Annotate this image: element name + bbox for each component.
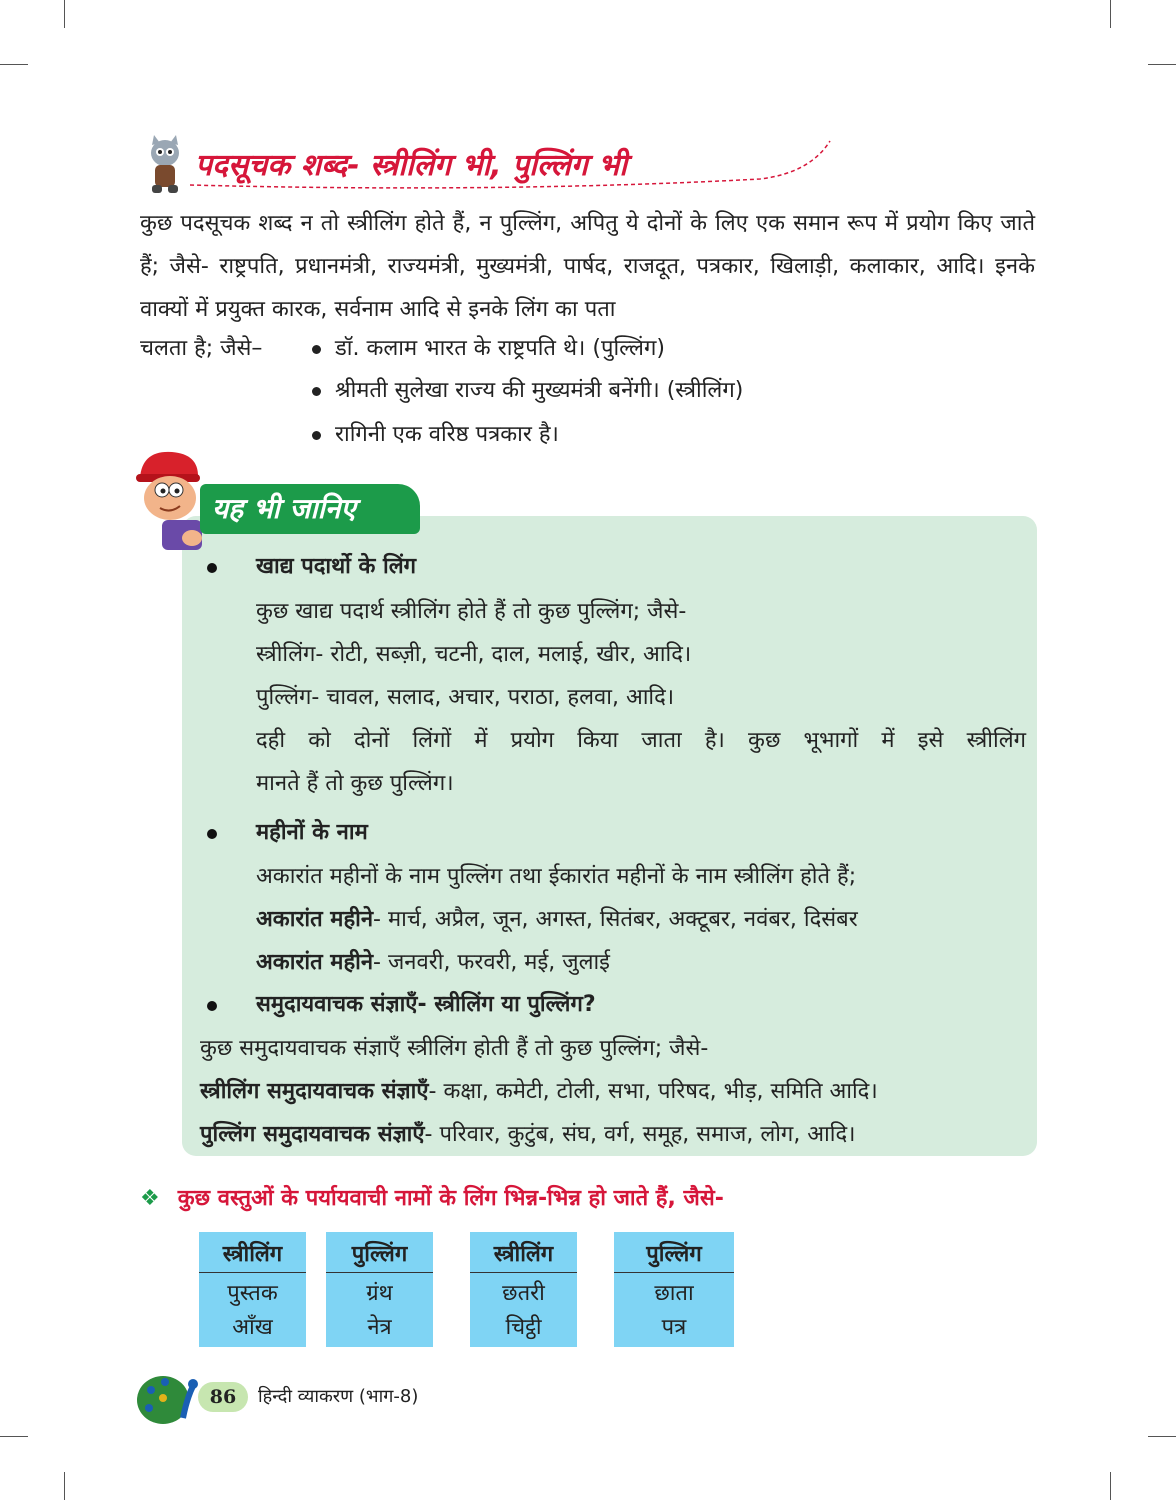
synonym-note: ❖ कुछ वस्तुओं के पर्यायवाची नामों के लिंग भिन्न-भिन्न हो जाते हैं, जैसे-	[140, 1186, 724, 1211]
food-line: पुल्लिंग- चावल, सलाद, अचार, पराठा, हलवा, आदि।	[256, 685, 675, 710]
crop-mark	[0, 1436, 28, 1437]
paragraph-last-line: चलता है; जैसे–	[140, 336, 263, 361]
crop-mark	[64, 1472, 65, 1500]
table-cell: पत्र	[661, 1315, 687, 1340]
cartoon-boy-icon	[132, 448, 207, 553]
table-cell: ग्रंथ	[366, 1281, 393, 1306]
example-item: डॉ. कलाम भारत के राष्ट्रपति थे। (पुल्लिंग)	[312, 332, 665, 362]
bullet-icon	[312, 431, 321, 440]
gender-table-column	[470, 1232, 577, 1347]
table-cell: पुस्तक	[227, 1281, 278, 1306]
months-line: अकारांत महीने- जनवरी, फरवरी, मई, जुलाई	[256, 950, 610, 975]
example-item: श्रीमती सुलेखा राज्य की मुख्यमंत्री बनेंगी। (स्त्रीलिंग)	[312, 374, 743, 404]
collective-intro: कुछ समुदायवाचक संज्ञाएँ स्त्रीलिंग होती हैं तो कुछ पुल्लिंग; जैसे-	[200, 1036, 709, 1061]
dashed-underline	[140, 135, 840, 195]
intro-paragraph: कुछ पदसूचक शब्द न तो स्त्रीलिंग होते हैं, न पुल्लिंग, अपितु ये दोनों के लिए एक समान रूप में प्रयोग किए जाते हैं; जैसे- राष्ट्रपति, प्रधानमंत्री, राज्यमंत्री, मुख्यमंत्री, पार्षद, राजदूत, पत्रकार, खिलाड़ी, कलाकार, आदि। इनके वाक्यों में प्रयुक्त कारक, सर्वनाम आदि से इनके लिंग का पता	[140, 211, 1035, 322]
table-cell: छतरी	[502, 1281, 545, 1306]
food-line: मानते हैं तो कुछ पुल्लिंग।	[256, 771, 454, 796]
months-intro: अकारांत महीनों के नाम पुल्लिंग तथा ईकारांत महीनों के नाम स्त्रीलिंग होते हैं;	[256, 864, 857, 889]
bullet-icon	[207, 1001, 217, 1011]
food-title: खाद्य पदार्थो के लिंग	[256, 554, 417, 579]
collective-line: स्त्रीलिंग समुदायवाचक संज्ञाएँ- कक्षा, कमेटी, टोली, सभा, परिषद, भीड़, समिति आदि।	[200, 1079, 878, 1104]
bullet-icon	[207, 829, 217, 839]
table-cell: चिट्ठी	[505, 1315, 542, 1340]
gender-table-column	[199, 1232, 306, 1347]
table-cell: आँख	[232, 1315, 273, 1340]
crop-mark	[1148, 64, 1176, 65]
gender-table-column	[614, 1232, 734, 1347]
bullet-icon	[312, 345, 321, 354]
crop-mark	[1148, 1436, 1176, 1437]
table-cell: छाता	[654, 1281, 694, 1306]
months-line: अकारांत महीने- मार्च, अप्रैल, जून, अगस्त, सितंबर, अक्टूबर, नवंबर, दिसंबर	[256, 907, 858, 932]
months-title: महीनों के नाम	[256, 820, 368, 845]
book-title: हिन्दी व्याकरण (भाग-8)	[258, 1386, 419, 1407]
collective-line: पुल्लिंग समुदायवाचक संज्ञाएँ- परिवार, कुटुंब, संघ, वर्ग, समूह, समाज, लोग, आदि।	[200, 1122, 856, 1147]
table-cell: नेत्र	[367, 1315, 392, 1340]
crop-mark	[1110, 1472, 1111, 1500]
table-header: पुल्लिंग	[326, 1238, 433, 1273]
crop-mark	[0, 64, 28, 65]
diamond-icon: ❖	[140, 1186, 160, 1211]
bullet-icon	[207, 563, 217, 573]
page-number: 86	[198, 1382, 248, 1412]
info-badge: यह भी जानिए	[200, 484, 420, 534]
section-heading	[140, 135, 840, 195]
food-line: स्त्रीलिंग- रोटी, सब्ज़ी, चटनी, दाल, मलाई, खीर, आदि।	[256, 642, 692, 667]
food-line: कुछ खाद्य पदार्थ स्त्रीलिंग होते हैं तो कुछ पुल्लिंग; जैसे-	[256, 599, 687, 624]
peacock-icon	[135, 1368, 205, 1428]
crop-mark	[64, 0, 65, 28]
table-header: स्त्रीलिंग	[470, 1238, 577, 1273]
example-item: रागिनी एक वरिष्ठ पत्रकार है।	[312, 418, 559, 448]
collective-title: समुदायवाचक संज्ञाएँ- स्त्रीलिंग या पुल्लिंग?	[256, 992, 596, 1017]
crop-mark	[1110, 0, 1111, 28]
table-header: स्त्रीलिंग	[199, 1238, 306, 1273]
bullet-icon	[312, 387, 321, 396]
food-line: दही को दोनों लिंगों में प्रयोग किया जाता है। कुछ भूभागों में इसे स्त्रीलिंग	[256, 728, 1026, 753]
heading-title: पदसूचक शब्द- स्त्रीलिंग भी, पुल्लिंग भी	[195, 148, 628, 183]
table-header: पुल्लिंग	[614, 1238, 734, 1273]
gender-table-column	[326, 1232, 433, 1347]
